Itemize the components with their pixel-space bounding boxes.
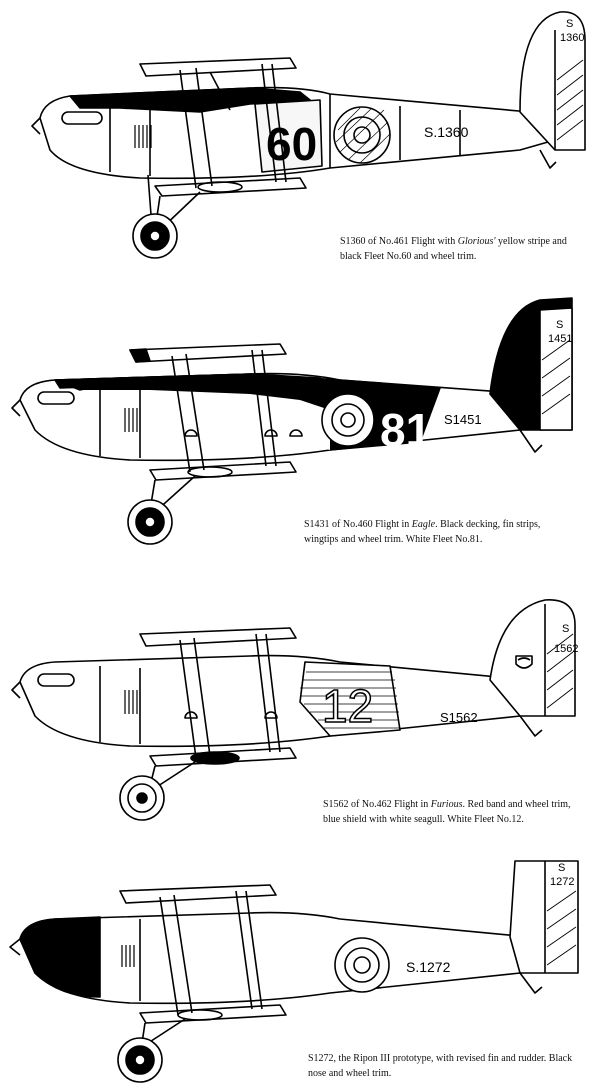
fin-number-s1451: 1451 — [548, 333, 573, 345]
fin-letter-s1562: S — [562, 623, 570, 635]
fleet-number-81: 81 — [380, 404, 432, 456]
serial-marking-s1360: S.1360 — [424, 124, 469, 140]
fin-number-s1562: 1562 — [554, 643, 579, 655]
serial-marking-s1272: S.1272 — [406, 959, 451, 975]
fin-letter-s1272: S — [558, 862, 566, 874]
caption-s1360: S1360 of No.461 Flight with Glorious' yellow stripe and black Fleet No.60 and wheel trim. — [340, 236, 567, 262]
fin-letter-s1360: S — [566, 18, 574, 30]
fin-letter-s1451: S — [556, 319, 564, 331]
caption-s1272: S1272, the Ripon III prototype, with revised fin and rudder. Black nose and wheel trim. — [308, 1053, 573, 1079]
plate-1-s1360 — [0, 0, 607, 270]
aircraft-drawing-s1360 — [0, 0, 607, 270]
fin-number-s1272: 1272 — [550, 876, 575, 888]
serial-marking-s1451: S1451 — [444, 412, 482, 427]
caption-s1431: S1431 of No.460 Flight in Eagle. Black decking, fin strips, wingtips and wheel trim. White Fleet No.81. — [304, 519, 541, 545]
caption-s1562: S1562 of No.462 Flight in Furious. Red band and wheel trim, blue shield with white seagull. White Fleet No.12. — [323, 799, 571, 825]
plate-4-s1272 — [0, 855, 607, 1091]
fleet-number-60: 60 — [266, 118, 318, 170]
plate-2-s1431 — [0, 290, 607, 560]
serial-marking-s1562: S1562 — [440, 710, 478, 725]
plate-3-s1562 — [0, 590, 607, 840]
fleet-number-12: 12 — [322, 680, 374, 732]
fin-number-s1360: 1360 — [560, 32, 585, 44]
